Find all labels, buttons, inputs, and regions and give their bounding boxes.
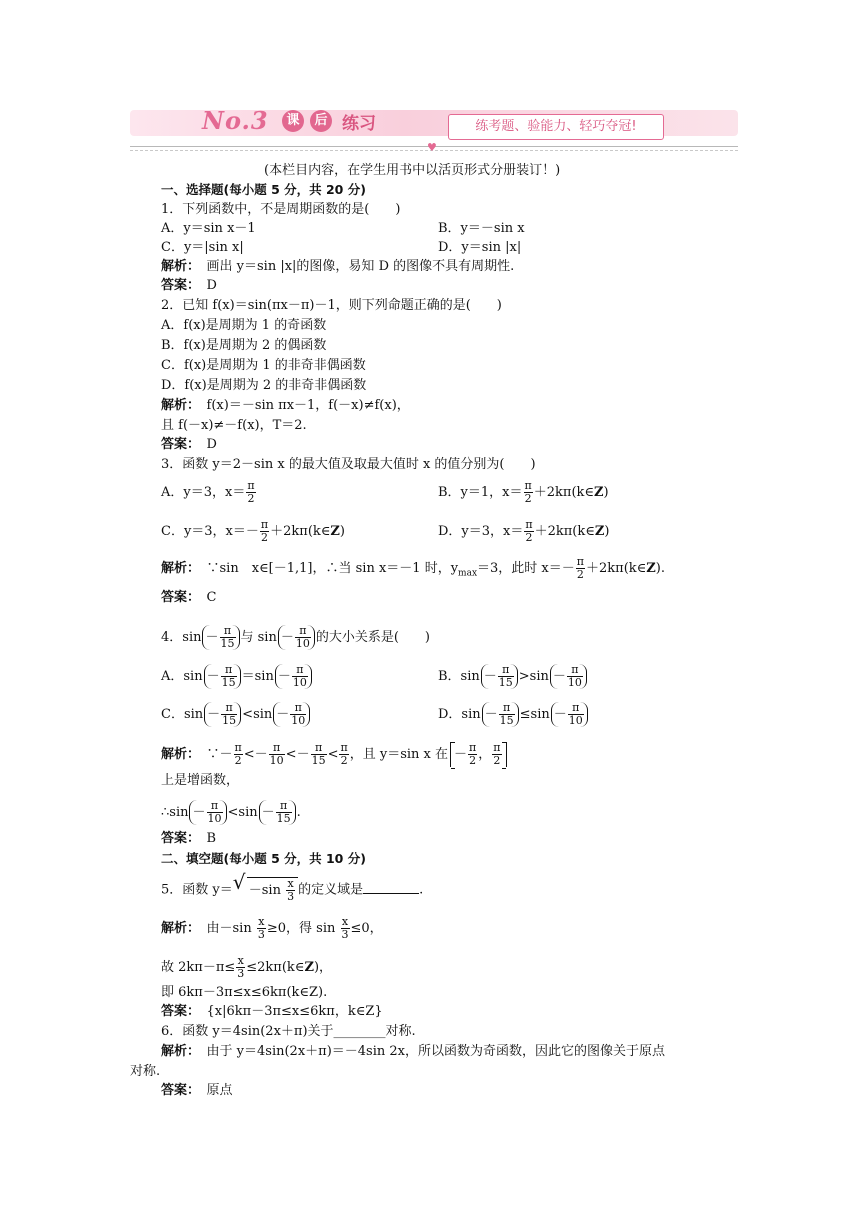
q2-answer-row (161, 437, 217, 453)
q4-option-b: B．sin － $\frac{\pi}{15}$ >sin － $\frac{\pi}{10}$ (438, 664, 588, 689)
q2-analysis-1: f(x)＝－sin πx－1，f(－x)≠f(x)， (206, 398, 410, 413)
q5-analysis-2: 故 2kπ－π≤ $\frac{x}{3}$ ≤2kπ(k∈Z)， (161, 954, 333, 980)
q1-answer-row (161, 278, 217, 294)
q1-analysis-row (161, 259, 514, 275)
q1-stem: 1．下列函数中，不是周期函数的是( ) (161, 202, 401, 217)
q1-analysis: 画出 y＝sin |x|的图像，易知 D 的图像不具有周期性. (206, 259, 515, 274)
q4-analysis-3: ∴sin － $\frac{\pi}{10}$ <sin － $\frac{\pi}{15}$ . (161, 799, 301, 825)
banner-char-hou: 后 (310, 110, 332, 132)
q2-option-d: D．f(x)是周期为 2 的非奇非偶函数 (161, 378, 367, 393)
q3-option-d: D．y＝3，x＝ $\frac{\pi}{2}$ ＋2kπ(k∈Z) (438, 518, 610, 544)
q3-stem: 3．函数 y＝2－sin x 的最大值及取最大值时 x 的值分别为( ) (161, 457, 536, 472)
q6-answer-row (161, 1083, 233, 1099)
answer-label: 答案： (161, 831, 194, 846)
q2-option-c: C．f(x)是周期为 1 的非奇非偶函数 (161, 358, 366, 373)
q4-analysis-2: 上是增函数， (161, 773, 240, 788)
q2-analysis-row (161, 398, 410, 414)
q1-option-c: C．y＝|sin x| (161, 240, 244, 255)
q6-analysis-1: 由于 y＝4sin(2x＋π)＝－4sin 2x，所以函数为奇函数，因此它的图像关于原点 (206, 1044, 665, 1059)
q2-analysis-2: 且 f(－x)≠－f(x)，T＝2. (161, 418, 307, 433)
q6-analysis-2: 对称. (130, 1064, 161, 1079)
banner-label: 练习 (342, 114, 376, 134)
banner-char-ke: 课 (282, 110, 304, 132)
answer-label: 答案： (161, 1083, 194, 1098)
q5-blank[interactable] (363, 881, 419, 894)
q2-stem: 2．已知 f(x)＝sin(πx－π)－1，则下列命题正确的是( ) (161, 298, 502, 313)
analysis-label: 解析： (161, 747, 194, 762)
q5-analysis-row: 解析： 由－sin $\frac{x}{3}$ ≥0，得 sin $\frac{x}{3}$ ≤0， (161, 915, 383, 941)
q2-answer: D (206, 437, 217, 452)
q3-option-a: A．y＝3，x＝ $\frac{\pi}{2}$ (161, 479, 255, 505)
q3-option-b: B．y＝1，x＝ $\frac{\pi}{2}$ ＋2kπ(k∈Z) (438, 479, 609, 505)
binding-note: (本栏目内容，在学生用书中以活页形式分册装订！) (264, 163, 561, 178)
q1-option-d: D．y＝sin |x| (438, 240, 522, 255)
section-choice-heading: 一、选择题(每小题 5 分，共 20 分) (161, 182, 366, 197)
lesson-number: No.3 (202, 106, 269, 135)
q4-option-a: A．sin － $\frac{\pi}{15}$ ＝sin － $\frac{\pi}{10}$ (161, 664, 313, 689)
q4-stem: 4．sin － $\frac{\pi}{15}$ 与 sin － $\frac{\pi}{10}$ 的大小关系是( ) (161, 624, 431, 650)
analysis-label: 解析： (161, 398, 194, 413)
q5-answer-row (161, 1004, 383, 1020)
q3-option-c: C．y＝3，x＝－ $\frac{\pi}{2}$ ＋2kπ(k∈Z) (161, 518, 345, 544)
analysis-label: 解析： (161, 259, 194, 274)
q4-answer-row (161, 831, 216, 847)
answer-label: 答案： (161, 437, 194, 452)
q4-stem-end: 的大小关系是( ) (315, 630, 431, 645)
answer-label: 答案： (161, 590, 194, 605)
banner-slogan: 练考题、验能力、轻巧夺冠! (448, 114, 664, 140)
answer-label: 答案： (161, 1004, 194, 1019)
q5-answer: {x|6kπ－3π≤x≤6kπ，k∈Z} (206, 1004, 383, 1019)
q6-stem: 6．函数 y＝4sin(2x＋π)关于________对称. (161, 1024, 416, 1039)
q4-option-d: D．sin － $\frac{\pi}{15}$ ≤sin － $\frac{\pi}{10}$ (438, 702, 589, 727)
q5-analysis-3: 即 6kπ－3π≤x≤6kπ(k∈Z). (161, 985, 328, 1000)
q6-answer: 原点 (206, 1083, 233, 1098)
analysis-label: 解析： (161, 1044, 194, 1059)
q3-answer: C (206, 590, 217, 605)
q2-option-a: A．f(x)是周期为 1 的奇函数 (161, 318, 327, 333)
section-fill-heading: 二、填空题(每小题 5 分，共 10 分) (161, 851, 366, 866)
analysis-label: 解析： (161, 561, 194, 576)
answer-label: 答案： (161, 278, 194, 293)
q1-answer: D (206, 278, 217, 293)
analysis-label: 解析： (161, 921, 194, 936)
q5-stem: 5．函数 y＝√ －sin $\frac{x}{3}$ 的定义域是 . (161, 877, 423, 903)
q6-analysis-row (161, 1044, 665, 1060)
heart-icon: ♥ (427, 141, 437, 154)
q3-analysis-row: 解析： ∵sin x∈[－1,1]，∴当 sin x＝－1 时，$y_{max}=3$，此时 x＝－ $\frac{\pi}{2}$ ＋2kπ(k∈Z). (161, 555, 665, 581)
q1-option-a: A．y＝sin x－1 (161, 221, 256, 236)
q4-answer: B (206, 831, 217, 846)
q3-answer-row (161, 590, 216, 606)
q1-option-b: B．y＝－sin x (438, 221, 525, 236)
q2-option-b: B．f(x)是周期为 2 的偶函数 (161, 338, 327, 353)
q4-option-c: C．sin － $\frac{\pi}{15}$ <sin － $\frac{\pi}{10}$ (161, 702, 311, 727)
q4-analysis-row: 解析： ∵－ $\frac{\pi}{2}$ <－ $\frac{\pi}{10}$ <－ $\frac{\pi}{15}$ < $\frac{\pi}{2}$ ，且 y＝sin x 在 － $\frac{\pi}{2}$ ， $\frac{\pi}{2}$ (161, 742, 509, 767)
